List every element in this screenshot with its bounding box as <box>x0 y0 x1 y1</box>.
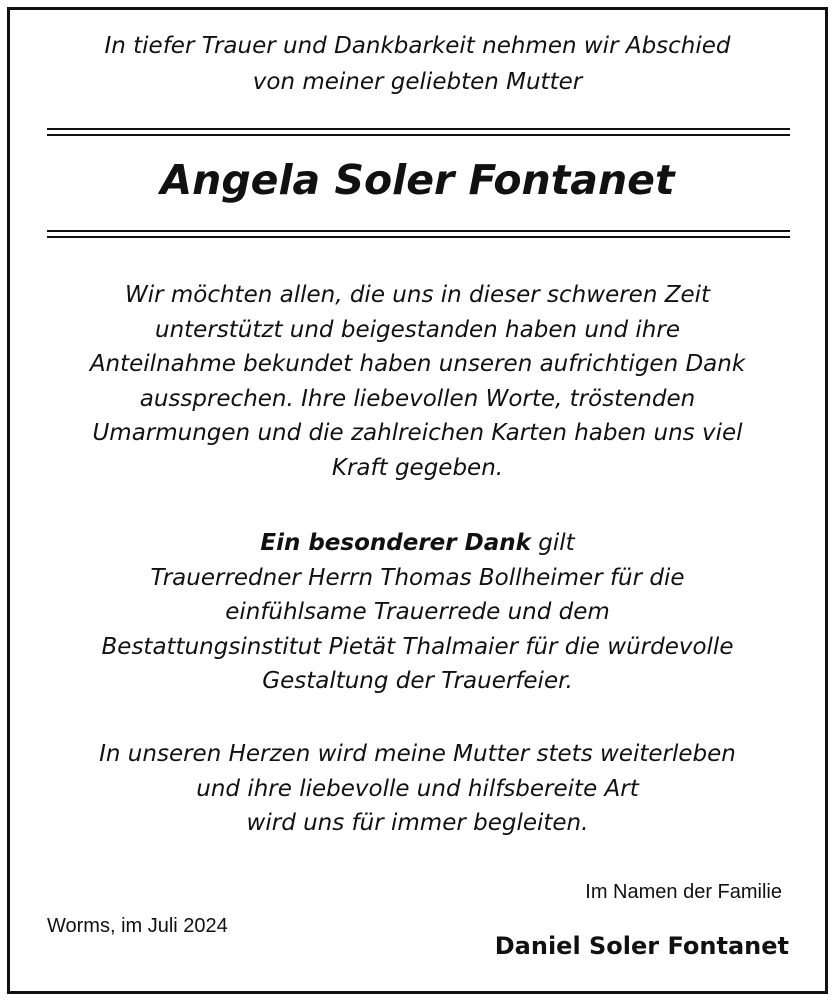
family-label: Im Namen der Familie <box>585 881 782 903</box>
special-thanks-suffix: gilt <box>530 530 575 556</box>
thanks-paragraph <box>0 278 835 485</box>
text-line: Wir möchten allen, die uns in dieser schweren Zeit <box>124 282 711 308</box>
text-line: Bestattungsinstitut Pietät Thalmaier für die würdevolle <box>101 633 734 660</box>
text-line: aussprechen. Ihre liebevollen Worte, tröstenden <box>139 385 696 412</box>
signer-name: Daniel Soler Fontanet <box>494 932 789 960</box>
intro-text <box>0 28 835 100</box>
deceased-name: Angela Soler Fontanet <box>160 156 675 204</box>
text-line: Anteilnahme bekundet haben unseren aufrichtigen Dank <box>89 351 746 377</box>
intro-line: In tiefer Trauer und Dankbarkeit nehmen wir Abschied <box>104 33 731 59</box>
special-thanks-heading: Ein besonderer Dank <box>260 530 531 556</box>
special-thanks-paragraph <box>0 526 835 699</box>
text-line: wird uns für immer begleiten. <box>246 810 589 836</box>
text-line <box>0 526 835 561</box>
text-line: Gestaltung der Trauerfeier. <box>262 668 573 694</box>
text-line: unterstützt und beigestanden haben und ihre <box>155 316 680 343</box>
text-line: Trauerredner Herrn Thomas Bollheimer für die <box>150 564 685 591</box>
double-rule-bottom <box>47 230 790 238</box>
place-date: Worms, im Juli 2024 <box>47 915 228 937</box>
text-line: einfühlsame Trauerrede und dem <box>225 599 610 625</box>
double-rule-top <box>47 128 790 136</box>
text-line: und ihre liebevolle und hilfsbereite Art <box>196 775 639 802</box>
text-line: Kraft gegeben. <box>331 454 504 481</box>
intro-line: von meiner geliebten Mutter <box>252 69 583 95</box>
text-line: In unseren Herzen wird meine Mutter stets weiterleben <box>99 741 736 767</box>
memory-paragraph <box>0 737 835 841</box>
text-line: Umarmungen und die zahlreichen Karten haben uns viel <box>92 420 743 446</box>
